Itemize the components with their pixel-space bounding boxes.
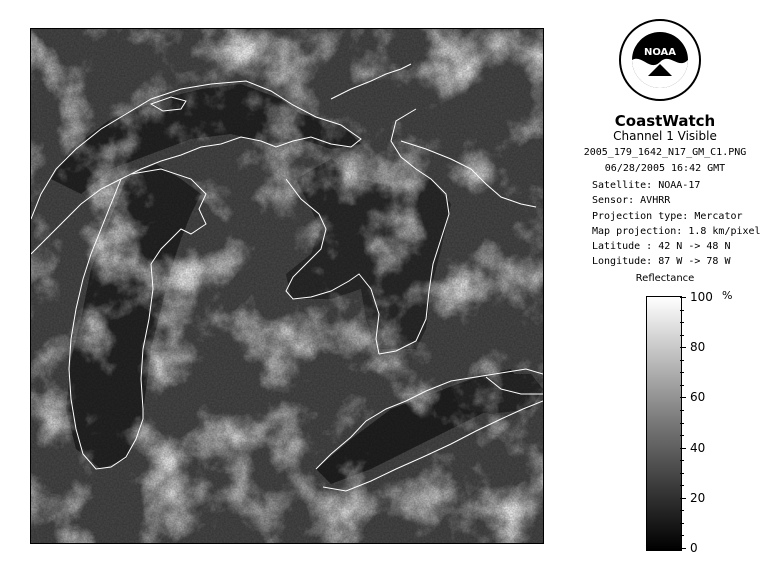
latitude-range-label: Latitude : 42 N -> 48 N — [592, 241, 731, 253]
colorbar-major-tick — [680, 397, 686, 398]
metadata-block — [592, 178, 761, 270]
projection-type-label: Projection type: Mercator — [592, 210, 743, 222]
map-projection-label: Map projection: 1.8 km/pixel — [592, 225, 761, 237]
colorbar-minor-tick — [680, 523, 684, 524]
colorbar-minor-tick — [680, 485, 684, 486]
colorbar-major-tick — [680, 498, 686, 499]
brand-title: CoastWatch — [614, 112, 716, 130]
colorbar-minor-tick — [680, 535, 684, 536]
colorbar-minor-tick — [680, 360, 684, 361]
file-name: 2005_179_1642_N17_GM_C1.PNG — [583, 147, 747, 158]
colorbar-minor-tick — [680, 372, 684, 373]
svg-text:NOAA: NOAA — [643, 47, 677, 58]
colorbar-minor-tick — [680, 435, 684, 436]
colorbar-tick-label: 80 — [690, 340, 706, 354]
colorbar-tick-label: 40 — [690, 441, 706, 455]
colorbar-minor-tick — [680, 423, 684, 424]
colorbar-tick-label: 0 — [690, 541, 698, 555]
colorbar-minor-tick — [680, 335, 684, 336]
coastline-map — [31, 29, 543, 543]
colorbar-tick-label: 20 — [690, 491, 706, 505]
noaa-logo — [618, 18, 702, 102]
colorbar-major-tick — [680, 548, 686, 549]
image-grain — [31, 29, 543, 543]
colorbar-major-tick — [680, 448, 686, 449]
colorbar-minor-tick — [680, 310, 684, 311]
colorbar-minor-tick — [680, 460, 684, 461]
product-title: Channel 1 Visible — [613, 129, 717, 143]
colorbar-title: Reflectance — [635, 273, 695, 284]
colorbar-minor-tick — [680, 410, 684, 411]
colorbar-minor-tick — [680, 322, 684, 323]
satellite-label: Satellite: NOAA-17 — [592, 180, 701, 191]
colorbar-tick-label: 60 — [690, 390, 706, 404]
longitude-range-label: Longitude: 87 W -> 78 W — [592, 256, 731, 268]
colorbar-minor-tick — [680, 473, 684, 474]
colorbar-unit: % — [722, 289, 733, 302]
colorbar-major-tick — [680, 347, 686, 348]
satellite-image — [30, 28, 544, 544]
colorbar-minor-tick — [680, 385, 684, 386]
sensor-label: Sensor: AVHRR — [592, 195, 671, 207]
colorbar-minor-tick — [680, 510, 684, 511]
acquisition-datetime: 06/28/2005 16:42 GMT — [604, 163, 726, 174]
colorbar-major-tick — [680, 297, 686, 298]
reflectance-colorbar — [646, 296, 682, 551]
colorbar-tick-label: 100 — [690, 290, 713, 304]
